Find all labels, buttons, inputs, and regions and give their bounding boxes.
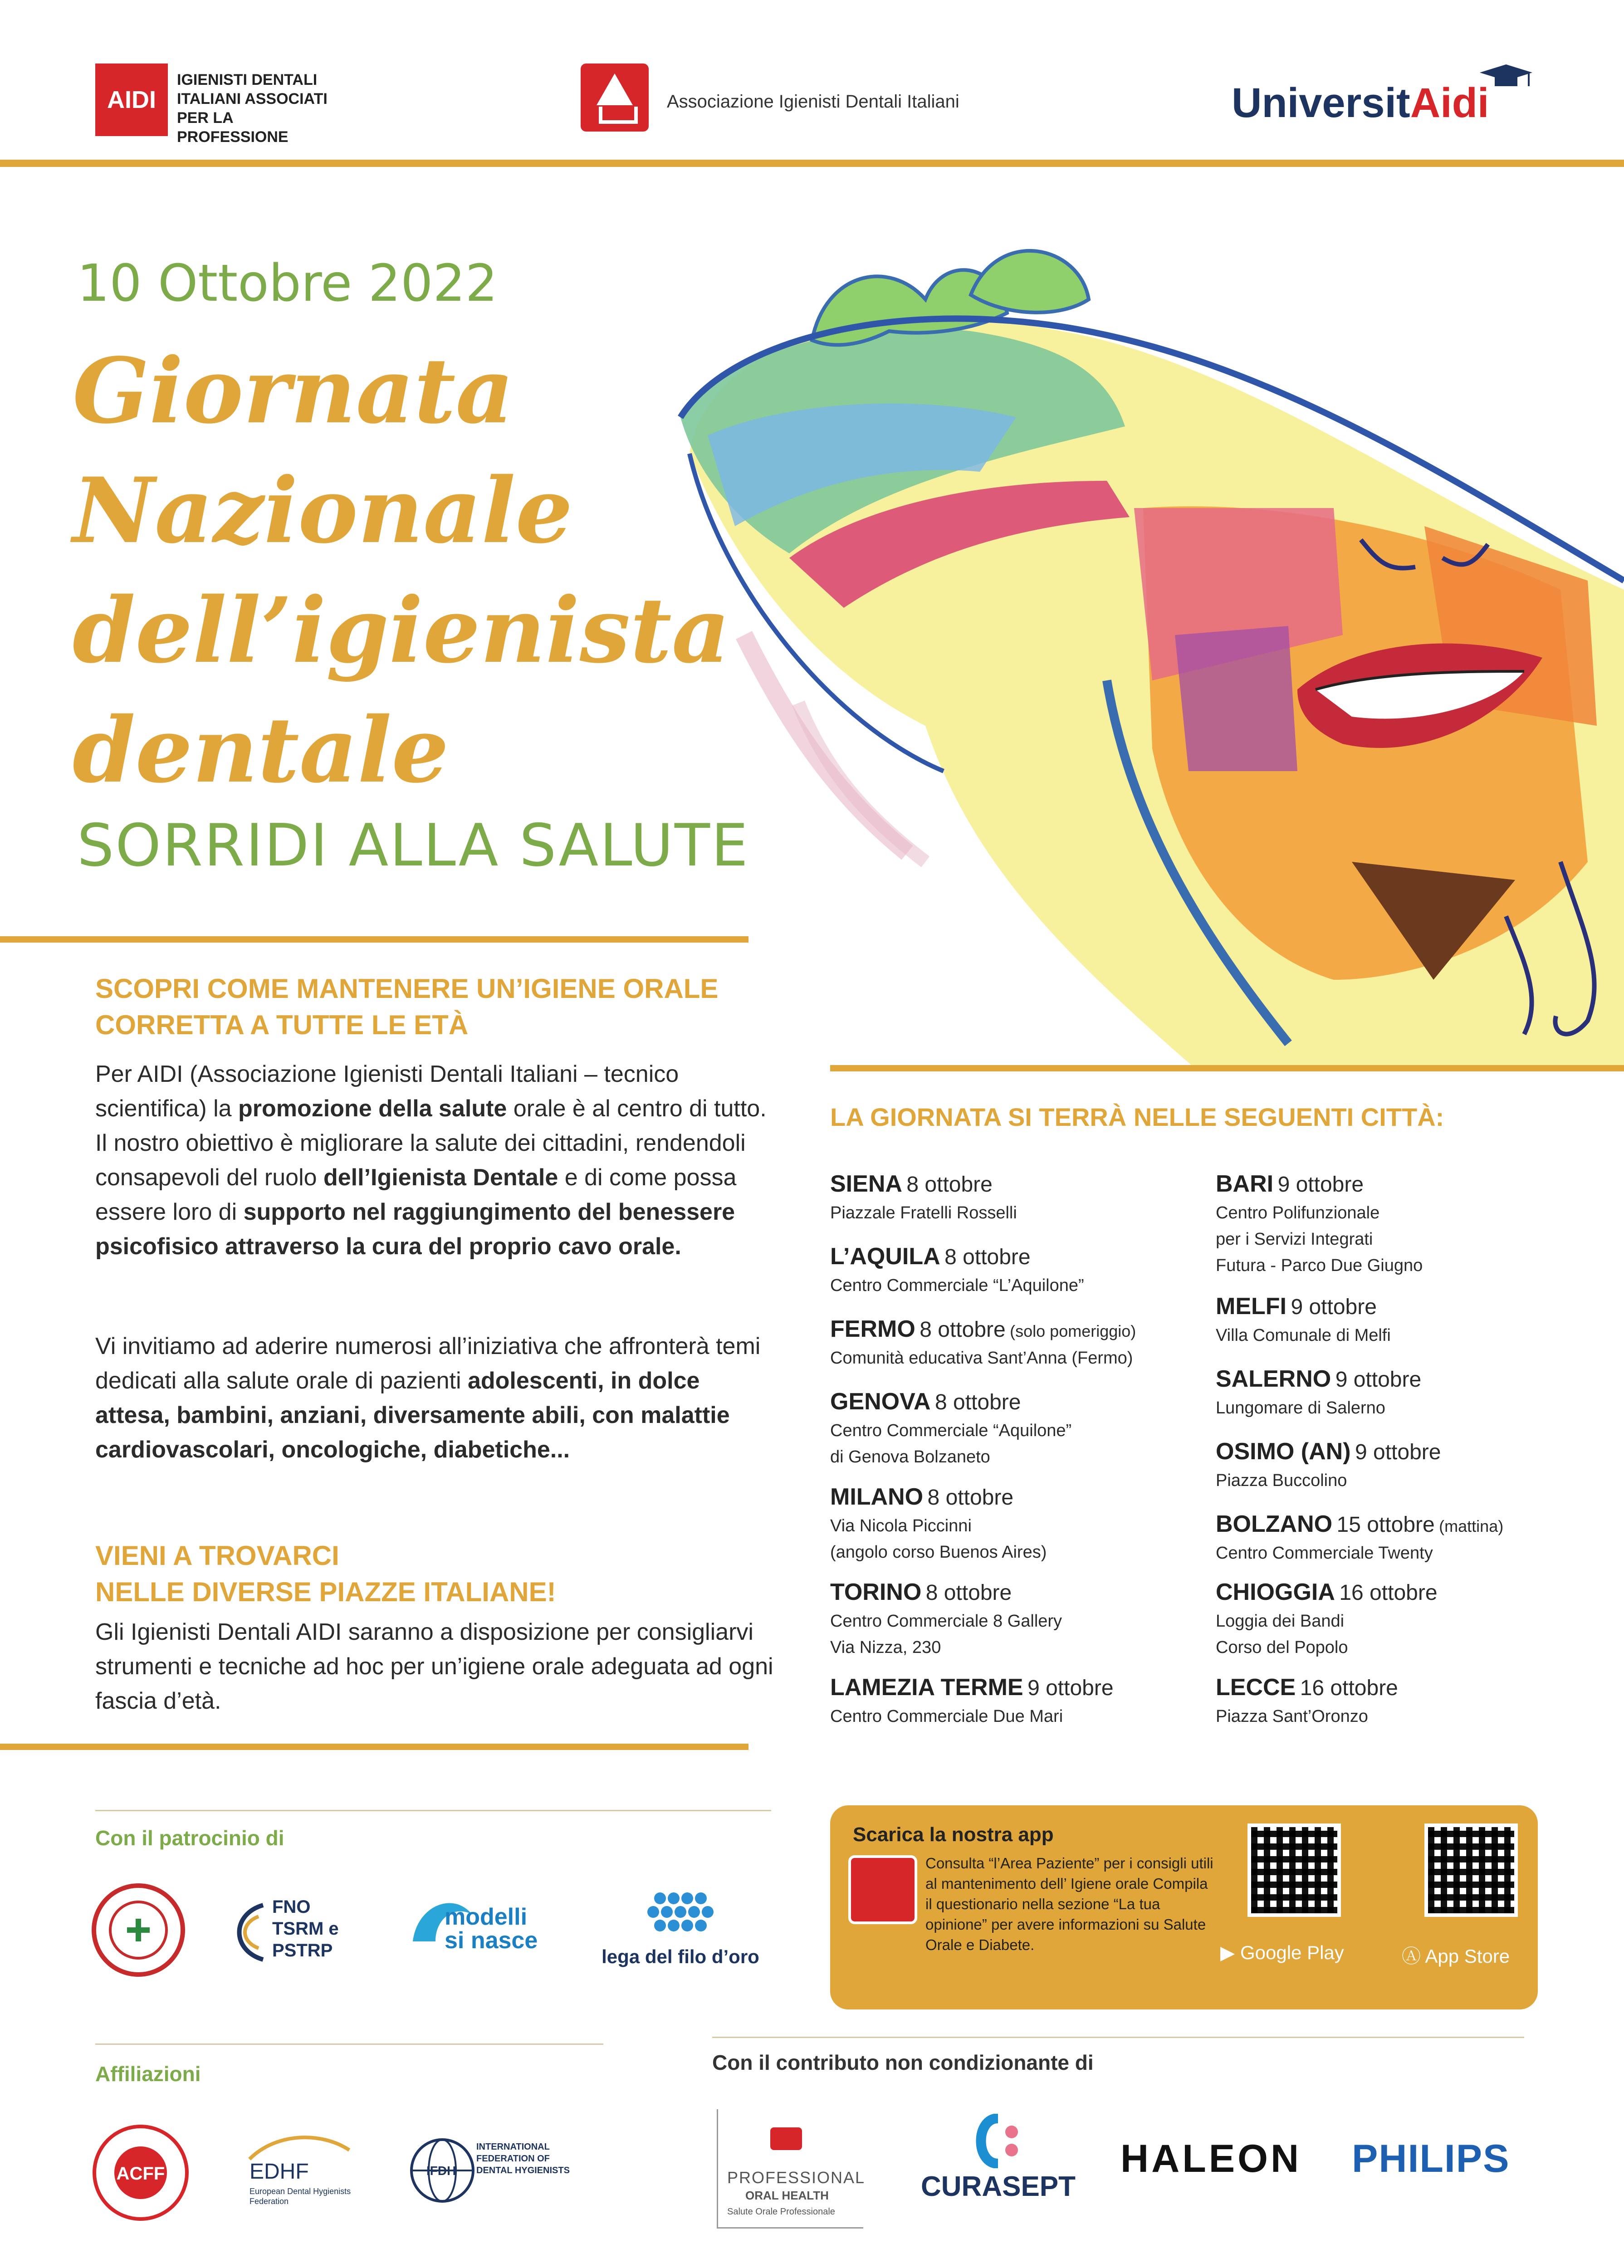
visit-us-heading [95,1538,776,1610]
affiliations-divider [95,2043,603,2045]
ifdh-logo [408,2127,608,2218]
acff-text: ACFF [116,2164,165,2184]
visit-us-line: VIENI A TROVARCI [95,1540,339,1571]
city-venue: Centro Polifunzionale [1216,1203,1380,1222]
city-headline [830,1674,1220,1703]
colgate-logo [717,2109,866,2229]
city-venue: Centro Commerciale 8 Gallery [830,1612,1062,1631]
ifdh-text: IFDH [426,2164,456,2178]
city-name: LAMEZIA TERME [830,1674,1023,1701]
city-entry [830,1170,1220,1226]
city-venue: Centro Commerciale “L’Aquilone” [830,1276,1084,1295]
city-venue: Via Nizza, 230 [830,1638,941,1657]
city-entry [830,1388,1220,1470]
intro-text: e di come possa essere loro di [95,1164,737,1225]
city-entry [830,1315,1220,1371]
universitaidi-logo [1225,64,1542,132]
city-entry [830,1243,1220,1299]
city-entry [1216,1510,1606,1566]
city-venue: Futura - Parco Due Giugno [1216,1256,1423,1275]
city-headline [830,1388,1220,1418]
invite-paragraph [95,1329,776,1467]
aidi-mark: AIDI [95,64,168,136]
city-name: MILANO [830,1484,924,1510]
philips-logo: PHILIPS [1352,2137,1510,2180]
city-name: CHIOGGIA [1216,1579,1335,1605]
city-date: 9 ottobre [1355,1440,1441,1464]
city-headline [1216,1293,1606,1322]
event-title [73,331,753,810]
city-date: 16 ottobre [1339,1581,1438,1605]
city-name: OSIMO (AN) [1216,1438,1351,1465]
city-name: BARI [1216,1171,1274,1197]
association-mark-icon [581,64,649,132]
city-date: 16 ottobre [1300,1676,1398,1700]
title-line: dell’igienista [73,577,730,683]
dots-icon [640,1892,717,1937]
intro-emphasis: dell’Igienista Dentale [323,1164,558,1191]
patronage-label: Con il patrocinio di [95,1826,284,1850]
city-date: 15 ottobre [1336,1513,1435,1537]
city-name: L’AQUILA [830,1243,940,1270]
invite-emphasis: adolescenti, in dolce attesa, bambini, anziani, diversamente abili, con malattie cardiovascolari, oncologiche, diabetiche... [95,1368,730,1463]
modelli-line: modelli [445,1904,528,1930]
city-venue: Centro Commerciale “Aquilone” [830,1421,1072,1440]
google-play-link[interactable] [1220,1941,1344,1964]
city-date: 9 ottobre [1335,1368,1422,1392]
fno-arc-icon [227,1901,268,1964]
city-headline [1216,1510,1606,1540]
colgate-line: ORAL HEALTH [745,2189,829,2202]
association-name: Associazione Igienisti Dentali Italiani [667,92,959,112]
app-title: Scarica la nostra app [853,1823,1054,1846]
city-venue: per i Servizi Integrati [1216,1230,1373,1249]
title-line: Giornata [73,338,514,444]
city-name: TORINO [830,1579,922,1605]
city-name: MELFI [1216,1293,1286,1320]
qr-code-icon[interactable] [1247,1823,1341,1917]
city-entry [1216,1579,1606,1661]
affiliations-label: Affiliazioni [95,2062,201,2086]
oral-hygiene-heading: SCOPRI COME MANTENERE UN’IGIENE ORALE CORRETTA A TUTTE LE ETÀ [95,973,719,1040]
intro-text: Per AIDI (Associazione Igienisti Dentali Italiani – tecnico scientifica) la [95,1061,679,1122]
curasept-logo [921,2114,1075,2214]
app-description: Consulta “l’Area Paziente” per i consigli utili al mantenimento dell’ Igiene orale Compila il questionario nella sezione “La tua opinione” per avere informazioni su Salute Orale e Diabete. [925,1855,1213,1953]
city-headline [1216,1674,1606,1703]
city-date: 9 ottobre [1027,1676,1114,1700]
city-entry [1216,1674,1606,1730]
aidi-app-icon[interactable] [848,1855,917,1924]
city-venue: Loggia dei Bandi [1216,1612,1345,1631]
city-venue: di Genova Bolzaneto [830,1447,990,1466]
city-date: 9 ottobre [1277,1173,1364,1197]
city-venue: Comunità educativa Sant’Anna (Fermo) [830,1349,1133,1368]
patronage-divider [95,1810,771,1811]
app-store-link[interactable] [1402,1941,1510,1969]
city-headline [830,1483,1220,1513]
city-venue: Centro Commerciale Twenty [1216,1544,1433,1563]
city-headline [1216,1579,1606,1608]
city-date: 8 ottobre [920,1318,1006,1342]
smiling-face-illustration [653,181,1624,1070]
fno-tsrm-logo [227,1892,377,1969]
modelli-si-nasce-logo [408,1887,558,1973]
section-divider [0,1744,748,1750]
city-headline [1216,1365,1606,1395]
intro-paragraph [95,1057,776,1264]
google-play-icon: ▶ [1220,1942,1235,1963]
section-divider [0,936,748,943]
availability-paragraph: Gli Igienisti Dentali AIDI saranno a disposizione per consigliarvi strumenti e tecniche ad hoc per un’igiene orale adeguata ad ogni fascia d’età. [95,1619,773,1714]
curasept-text: CURASEPT [921,2171,1076,2202]
haleon-logo: HALEON [1120,2137,1302,2180]
city-headline [830,1170,1220,1200]
header-divider [0,160,1624,167]
city-headline [830,1243,1220,1272]
edhf-subtext: European Dental Hygienists Federation [249,2187,351,2206]
city-entry [1216,1293,1606,1349]
city-venue: Piazzale Fratelli Rosselli [830,1203,1017,1222]
city-venue: Centro Commerciale Due Mari [830,1707,1063,1726]
city-date: 8 ottobre [944,1245,1031,1269]
city-headline [1216,1170,1606,1200]
intro-text: orale è al centro di tutto. Il nostro obiettivo è migliorare la salute dei cittadini, rendendoli consapevoli del ruolo [95,1095,767,1191]
event-subtitle: SORRIDI ALLA SALUTE [77,812,749,880]
universitaidi-part-b: Aidi [1410,80,1489,126]
modelli-text [445,1905,538,1952]
lega-text: lega del filo d’oro [602,1946,759,1967]
graduation-cap-icon [1479,64,1533,91]
edhf-text: EDHF [249,2160,309,2184]
modelli-line: si nasce [445,1927,538,1954]
city-entry [1216,1170,1606,1279]
city-entry [830,1483,1220,1565]
aidi-pro-text: IGIENISTI DENTALI ITALIANI ASSOCIATI PER LA PROFESSIONE [177,71,328,146]
visit-us-line: NELLE DIVERSE PIAZZE ITALIANE! [95,1577,556,1607]
city-date: 8 ottobre [927,1486,1014,1510]
curasept-mark-icon [966,2114,1030,2168]
city-date: 8 ottobre [934,1390,1021,1414]
city-venue: Piazza Sant’Oronzo [1216,1707,1368,1726]
title-line: Nazionale [73,458,573,563]
event-date: 10 Ottobre 2022 [77,254,498,313]
city-venue: Lungomare di Salerno [1216,1398,1385,1418]
city-date: 8 ottobre [906,1173,993,1197]
google-play-label: Google Play [1240,1942,1344,1963]
invite-text: Vi invitiamo ad aderire numerosi all’iniziativa che affronterà temi dedicati alla salute orale di pazienti [95,1333,761,1394]
fno-line: PSTRP [272,1941,333,1960]
cities-divider [830,1065,1624,1071]
city-note: (solo pomeriggio) [1010,1322,1136,1340]
city-venue: Villa Comunale di Melfi [1216,1326,1391,1345]
title-line: dentale [73,697,449,803]
city-entry [1216,1438,1606,1494]
city-venue: Via Nicola Piccinni [830,1516,972,1535]
city-venue: Corso del Popolo [1216,1638,1348,1657]
cities-heading: LA GIORNATA SI TERRÀ NELLE SEGUENTI CITTÀ: [830,1103,1444,1131]
fno-line: FNO [272,1897,311,1917]
colgate-line: Salute Orale Professionale [727,2207,835,2217]
app-store-label: App Store [1425,1945,1510,1967]
ifdh-subtext: INTERNATIONAL FEDERATION OF DENTAL HYGIENISTS [476,2142,570,2175]
sponsors-divider [712,2037,1524,2038]
city-venue: (angolo corso Buenos Aires) [830,1543,1047,1562]
city-name: SALERNO [1216,1366,1331,1392]
aidi-pro-logo [95,59,331,146]
fno-text [272,1896,339,1961]
lega-filo-oro-logo [590,1892,771,1973]
city-entry [830,1579,1220,1661]
universitaidi-part-a: Universit [1232,80,1410,126]
colgate-line: PROFESSIONAL [727,2168,866,2187]
app-store-icon: Ⓐ [1402,1945,1421,1967]
intro-emphasis: supporto nel raggiungimento del benessere psicofisico attraverso la cura del proprio cavo orale. [95,1199,735,1260]
city-name: SIENA [830,1171,902,1197]
city-name: FERMO [830,1316,915,1342]
intro-emphasis: promozione della salute [238,1095,507,1122]
city-name: LECCE [1216,1674,1296,1701]
qr-code-icon[interactable] [1424,1823,1518,1917]
fno-line: TSRM e [272,1919,339,1939]
city-date: 8 ottobre [925,1581,1012,1605]
sponsors-label: Con il contributo non condizionante di [712,2051,1094,2074]
tsrm-seal-logo [91,1882,186,1978]
city-entry [830,1674,1220,1730]
city-name: GENOVA [830,1388,931,1415]
city-headline [830,1579,1220,1608]
universitaidi-wordmark [1232,79,1489,127]
colgate-badge-icon [770,2127,802,2150]
city-note: (mattina) [1439,1517,1504,1535]
association-logo [581,64,1034,141]
city-headline [830,1315,1220,1345]
edhf-logo [245,2132,408,2214]
city-name: BOLZANO [1216,1511,1333,1537]
app-download-box [830,1805,1538,2009]
city-venue: Piazza Buccolino [1216,1471,1347,1490]
city-entry [1216,1365,1606,1421]
city-headline [1216,1438,1606,1467]
city-date: 9 ottobre [1291,1295,1377,1319]
